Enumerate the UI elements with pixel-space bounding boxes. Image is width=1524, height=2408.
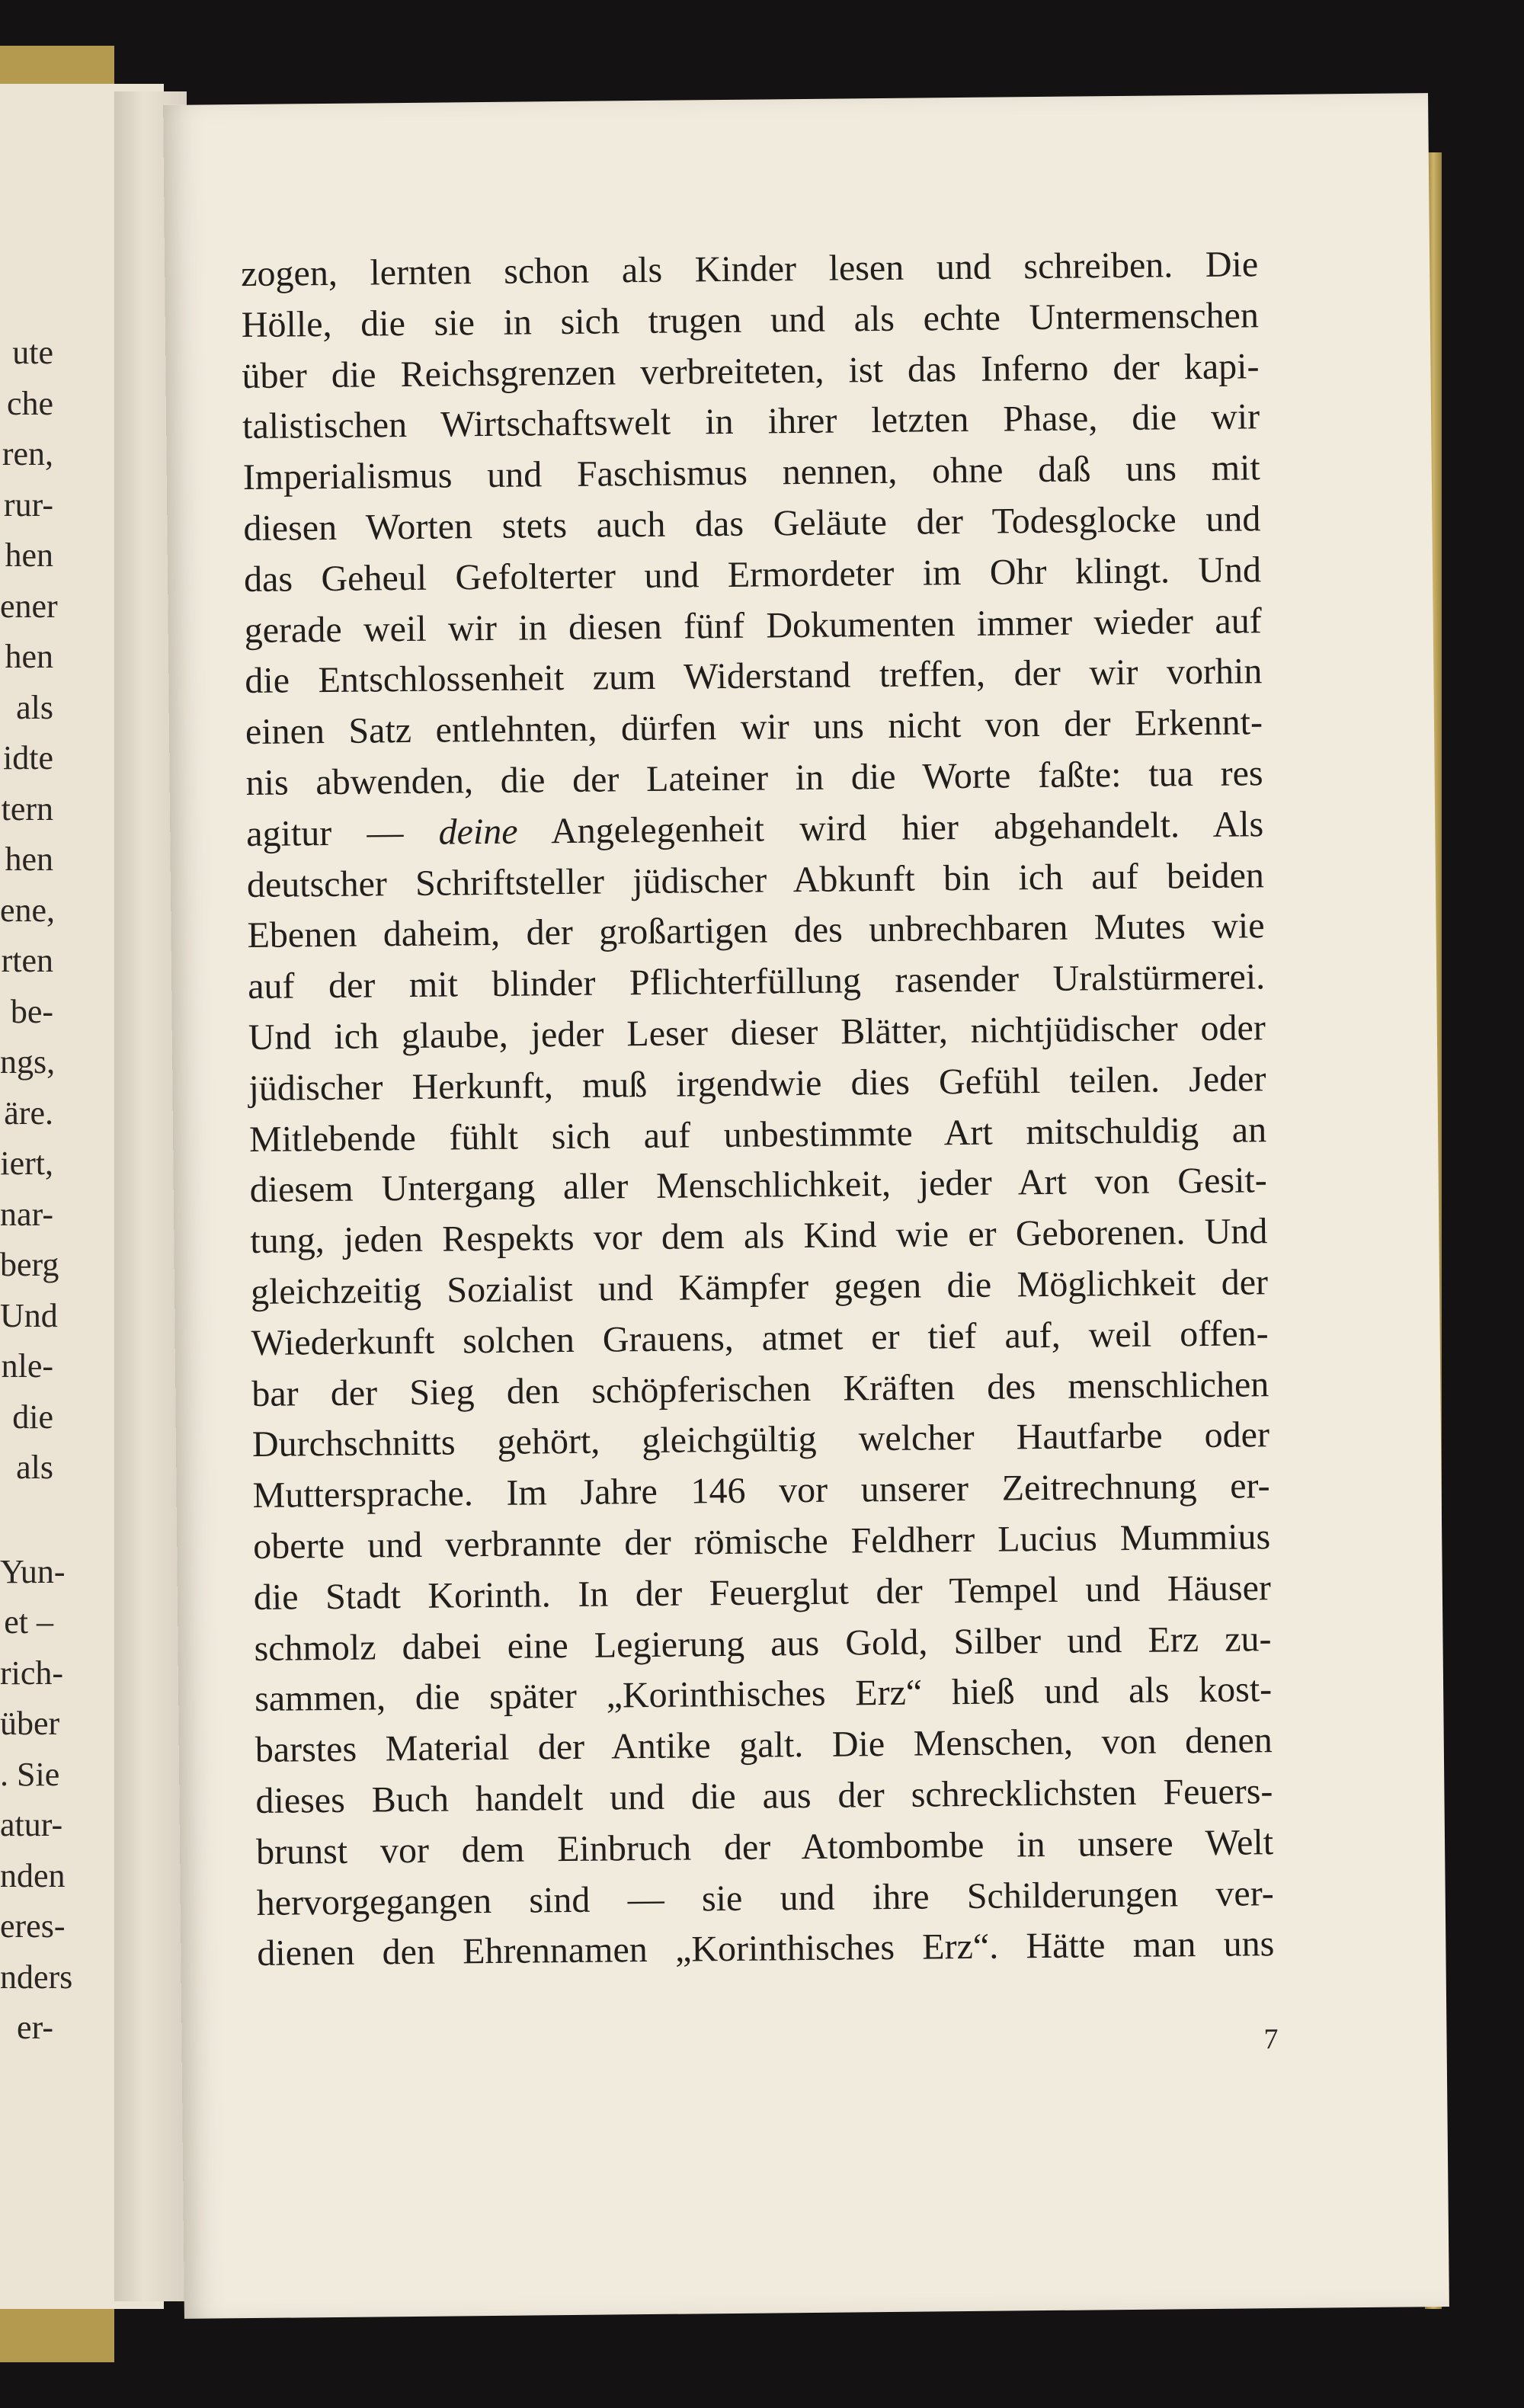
left-line: berg [0,1246,59,1283]
left-page-paragraph-gap [0,1494,53,1547]
text-line-with-emphasis [246,799,1264,860]
text-line: dieses Buch handelt und die aus der schrecklichsten Feuers- [255,1771,1273,1821]
left-page-text [0,328,73,2054]
left-line: eres- [0,1907,66,1945]
left-line: nar- [0,1195,53,1233]
emphasis-before: agitur — [246,812,439,854]
left-line: rich- [0,1654,64,1692]
left-line: die [12,1398,53,1436]
text-line: das Geheul Gefolterter und Ermordeter im Ohr klingt. Und [243,549,1262,600]
left-line: Yun- [0,1552,66,1590]
text-line: dienen den Ehrennamen „Korinthisches Erz“. Hätte man uns [257,1923,1275,1974]
text-line: über die Reichsgrenzen verbreiteten, ist das Inferno der kapi- [242,345,1260,396]
text-line: Durchschnitts gehört, gleichgültig welcher Hautfarbe oder [251,1414,1270,1465]
text-line: deutscher Schriftsteller jüdischer Abkunft bin ich auf beiden [246,854,1265,905]
text-line: bar der Sieg den schöpferischen Kräften des menschlichen [251,1363,1269,1414]
text-line: schmolz dabei eine Legierung aus Gold, Silber und Erz zu- [254,1618,1272,1669]
left-line: ener [0,587,58,625]
text-line: jüdischer Herkunft, muß irgendwie dies Gefühl teilen. Jeder [248,1058,1266,1109]
page-body-text [241,239,1275,1980]
text-line: barstes Material der Antike galt. Die Menschen, von denen [255,1720,1273,1771]
left-line: nle- [1,1347,53,1385]
right-page [163,93,1449,2319]
text-line: die Entschlossenheit zum Widerstand treffen, der wir vorhin [245,651,1263,702]
left-line: er- [17,2009,53,2046]
left-line: . Sie [0,1755,60,1793]
left-line: rur- [3,485,53,524]
left-line: als [16,1449,53,1486]
text-line: brunst vor dem Einbruch der Atombombe in unsere Welt [255,1821,1274,1872]
left-line: hen [5,638,53,675]
text-line: Muttersprache. Im Jahre 146 vor unserer Zeitrechnung er- [252,1465,1270,1516]
text-line: Und ich glaube, jeder Leser dieser Blätter, nichtjüdischer oder [248,1007,1266,1058]
left-line: iert, [0,1145,53,1182]
text-line: nis abwenden, die der Lateiner in die Worte faßte: tua res [245,753,1263,804]
text-line: talistischen Wirtschaftswelt in ihrer letzten Phase, die wir [242,396,1260,447]
text-line: gleichzeitig Sozialist und Kämpfer gegen die Möglichkeit der [250,1262,1269,1312]
page-number: 7 [1263,2023,1279,2056]
left-line: idte [3,739,53,777]
left-line: ngs, [0,1043,56,1081]
left-line: ren, [2,435,53,472]
text-line: tung, jeden Respekts vor dem als Kind wie er Geborenen. Und [250,1211,1268,1262]
book-cover-edge-bottom [0,2309,114,2362]
text-line: Wiederkunft solchen Grauens, atmet er tief auf, weil offen- [251,1312,1269,1363]
left-line: äre. [4,1094,53,1132]
left-line: als [16,688,53,726]
left-line: nders [0,1958,73,1996]
emphasis-after: Angelegenheit wird hier abgehandelt. Als [517,803,1264,852]
left-line: et – [4,1603,53,1641]
left-line: nden [0,1856,66,1894]
left-line: atur- [0,1806,63,1843]
left-line: ute [12,334,53,371]
left-line: hen [5,841,53,878]
text-line: die Stadt Korinth. In der Feuerglut der Tempel und Häuser [253,1567,1272,1618]
text-line: Ebenen daheim, der großartigen des unbrechbaren Mutes wie [247,905,1265,956]
left-line: hen [5,536,53,574]
text-line: einen Satz entlehnten, dürfen wir uns nicht von der Erkennt- [245,702,1263,753]
left-line: ene, [0,891,56,929]
text-line: sammen, die später „Korinthisches Erz“ hieß und als kost- [254,1669,1273,1720]
left-line: rten [1,942,53,979]
text-line: diesen Worten stets auch das Geläute der Todesglocke und [243,498,1261,549]
emphasis-word: deine [438,811,518,853]
text-line: oberte und verbrannte der römische Feldherr Lucius Mummius [253,1516,1271,1567]
left-line: über [0,1705,60,1742]
left-line: tern [1,789,53,828]
left-page-block-1 [0,328,59,1494]
left-page-block-2 [0,1547,73,2054]
text-line: diesem Untergang aller Menschlichkeit, jeder Art von Gesit- [249,1160,1267,1211]
left-line: che [6,384,53,422]
left-line: Und [0,1296,58,1334]
text-line: Hölle, die sie in sich trugen und als echte Untermenschen [241,295,1260,345]
text-line: hervorgegangen sind — sie und ihre Schilderungen ver- [256,1872,1274,1923]
text-line: auf der mit blinder Pflichterfüllung rasender Uralstürmerei. [247,956,1266,1007]
text-line: Imperialismus und Faschismus nennen, ohne daß uns mit [242,447,1260,498]
left-line: be- [10,992,53,1030]
text-line: zogen, lernten schon als Kinder lesen und schreiben. Die [240,244,1259,295]
text-line: gerade weil wir in diesen fünf Dokumenten immer wieder auf [244,600,1262,651]
text-line: Mitlebende fühlt sich auf unbestimmte Art mitschuldig an [248,1109,1267,1160]
